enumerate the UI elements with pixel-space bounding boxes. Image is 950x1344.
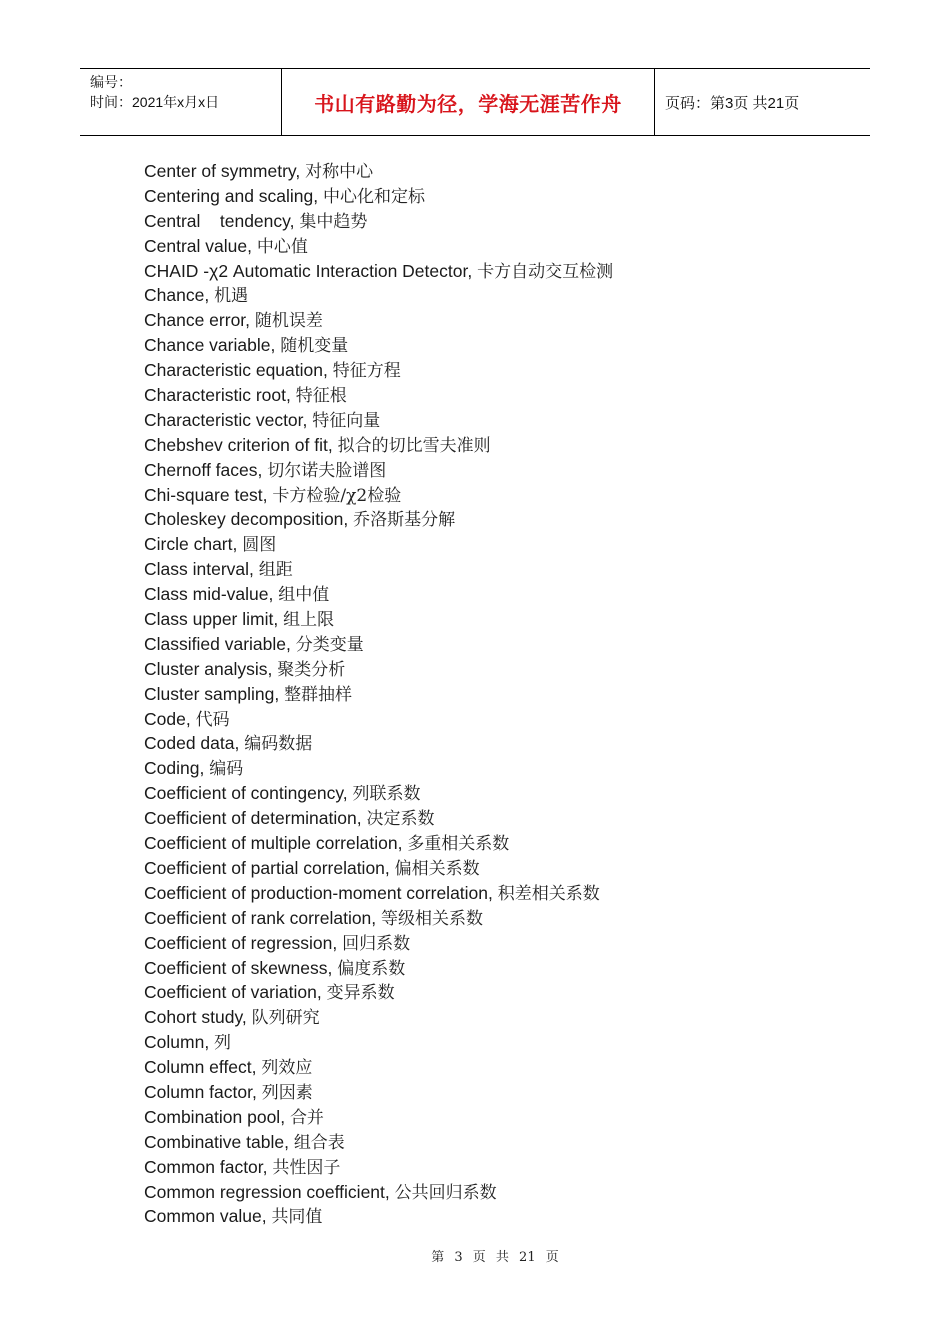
entry-english-term: Coefficient of partial correlation xyxy=(144,857,385,878)
glossary-entry xyxy=(144,458,613,483)
glossary-entry xyxy=(144,408,613,433)
glossary-entry xyxy=(144,1080,613,1105)
entry-separator: , xyxy=(262,1156,273,1177)
glossary-entry xyxy=(144,906,613,931)
entry-separator: , xyxy=(251,1081,262,1102)
glossary-entry xyxy=(144,856,613,881)
entry-english-term: Class interval xyxy=(144,559,250,580)
glossary-entry xyxy=(144,831,613,856)
entry-english-term: Coefficient of rank correlation xyxy=(144,907,372,928)
glossary-entry xyxy=(144,234,613,259)
entry-chinese-term: 编码数据 xyxy=(244,734,313,755)
entry-chinese-term: 积差相关系数 xyxy=(497,883,600,904)
entry-separator: , xyxy=(273,609,284,630)
glossary-entry xyxy=(144,283,613,308)
glossary-entry xyxy=(144,159,613,184)
glossary-entry xyxy=(144,881,613,906)
entry-separator: , xyxy=(204,285,215,306)
glossary-entry xyxy=(144,582,613,607)
entry-separator: , xyxy=(249,559,259,580)
glossary-entry xyxy=(144,184,613,209)
entry-separator: , xyxy=(332,932,343,953)
glossary-entry xyxy=(144,980,613,1005)
entry-chinese-term: 随机变量 xyxy=(280,336,349,357)
entry-english-term: Coefficient of regression xyxy=(144,932,333,953)
glossary-entry xyxy=(144,756,613,781)
glossary-entry xyxy=(144,731,613,756)
entry-english-term: Cluster analysis xyxy=(144,658,268,679)
entry-chinese-term: 变异系数 xyxy=(326,983,395,1004)
entry-separator: , xyxy=(274,683,285,704)
entry-separator: , xyxy=(467,260,478,281)
page-footer: 第 3 页 共 21 页 xyxy=(431,1250,559,1265)
glossary-entry xyxy=(144,607,613,632)
entry-separator: , xyxy=(262,484,273,505)
entry-english-term: Chi-square test xyxy=(144,484,263,505)
entry-separator: , xyxy=(289,210,300,231)
entry-chinese-term: 拟合的切比雪夫准则 xyxy=(337,435,491,456)
entry-english-term: Chance variable xyxy=(144,335,271,356)
glossary-entry xyxy=(144,682,613,707)
entry-chinese-term: 特征根 xyxy=(295,386,347,407)
entry-chinese-term: 队列研究 xyxy=(251,1008,320,1029)
entry-chinese-term: 乔洛斯基分解 xyxy=(353,510,456,531)
entry-chinese-term: 切尔诺夫脸谱图 xyxy=(267,460,387,481)
entry-separator: , xyxy=(245,310,255,331)
entry-separator: , xyxy=(384,1181,395,1202)
entry-separator: , xyxy=(316,982,327,1003)
entry-separator: , xyxy=(322,360,333,381)
entry-chinese-term: 合并 xyxy=(289,1107,324,1128)
entry-chinese-term: 公共回归系数 xyxy=(394,1182,497,1203)
glossary-entry xyxy=(144,557,613,582)
entry-chinese-term: 列 xyxy=(214,1033,232,1054)
entry-separator: , xyxy=(257,459,268,480)
entry-chinese-term: 圆图 xyxy=(242,535,277,556)
entry-separator: , xyxy=(268,584,279,605)
entry-chinese-term: 组距 xyxy=(258,560,293,581)
glossary-entry xyxy=(144,1204,613,1229)
entry-separator: , xyxy=(488,882,498,903)
entry-separator: , xyxy=(286,385,296,406)
header-meta-cell xyxy=(80,69,282,135)
entry-english-term: Characteristic equation xyxy=(144,360,323,381)
entry-english-term: Choleskey decomposition xyxy=(144,509,344,530)
entry-separator: , xyxy=(234,733,245,754)
entry-chinese-term: 特征向量 xyxy=(312,410,381,431)
entry-english-term: Coefficient of multiple correlation xyxy=(144,833,398,854)
entry-separator: , xyxy=(327,957,338,978)
glossary-entry xyxy=(144,657,613,682)
entry-english-term: Common regression coefficient xyxy=(144,1181,385,1202)
glossary-entry xyxy=(144,308,613,333)
glossary-entry xyxy=(144,781,613,806)
time-label: 时间：2021年x月x日 xyxy=(90,94,220,110)
entry-english-term: Centering and scaling xyxy=(144,185,314,206)
entry-separator: , xyxy=(397,833,408,854)
entry-chinese-term: 聚类分析 xyxy=(277,659,346,680)
entry-chinese-term: 集中趋势 xyxy=(299,211,368,232)
glossary-entry xyxy=(144,632,613,657)
entry-english-term: Coefficient of contingency xyxy=(144,783,343,804)
entry-english-term: CHAID -χ2 Automatic Interaction Detector xyxy=(144,260,468,281)
entry-chinese-term: 列联系数 xyxy=(352,784,421,805)
entry-separator: , xyxy=(284,1131,294,1152)
entry-separator: , xyxy=(302,409,313,430)
entry-english-term: Cluster sampling xyxy=(144,683,275,704)
entry-separator: , xyxy=(241,1007,252,1028)
header-motto-cell xyxy=(282,69,655,135)
glossary-entry xyxy=(144,1005,613,1030)
entry-separator: , xyxy=(371,907,382,928)
entry-chinese-term: 组合表 xyxy=(293,1132,345,1153)
entry-separator: , xyxy=(280,1106,290,1127)
entry-english-term: Combinative table xyxy=(144,1131,285,1152)
entry-separator: , xyxy=(270,335,281,356)
entry-english-term: Chance error xyxy=(144,310,246,331)
motto-text: 书山有路勤为径，学海无涯苦作舟 xyxy=(314,91,622,116)
entry-chinese-term: 编码 xyxy=(209,759,244,780)
header-page-cell xyxy=(655,69,870,135)
glossary-entry xyxy=(144,209,613,234)
entry-english-term: Common value xyxy=(144,1206,262,1227)
glossary-entry xyxy=(144,333,613,358)
entry-chinese-term: 随机误差 xyxy=(254,311,323,332)
glossary-list xyxy=(144,159,613,1229)
entry-chinese-term: 回归系数 xyxy=(342,933,411,954)
entry-chinese-term: 卡方检验/χ2检验 xyxy=(272,485,402,506)
entry-separator: , xyxy=(261,1206,272,1227)
entry-chinese-term: 组上限 xyxy=(283,610,335,631)
entry-english-term: Cohort study xyxy=(144,1007,242,1028)
glossary-entry xyxy=(144,532,613,557)
entry-chinese-term: 列效应 xyxy=(261,1058,313,1079)
glossary-entry xyxy=(144,1030,613,1055)
entry-separator: , xyxy=(247,235,257,256)
entry-english-term: Characteristic root xyxy=(144,385,286,406)
glossary-entry xyxy=(144,931,613,956)
entry-chinese-term: 代码 xyxy=(195,709,230,730)
entry-english-term: Chance xyxy=(144,285,205,306)
entry-chinese-term: 对称中心 xyxy=(305,162,374,182)
entry-english-term: Coefficient of variation xyxy=(144,982,317,1003)
entry-english-term: Code xyxy=(144,708,186,729)
entry-english-term: Characteristic vector xyxy=(144,409,303,430)
entry-english-term: Column effect xyxy=(144,1057,252,1078)
entry-separator: , xyxy=(232,534,243,555)
glossary-entry xyxy=(144,1155,613,1180)
entry-english-term: Common factor xyxy=(144,1156,263,1177)
entry-chinese-term: 分类变量 xyxy=(295,634,364,655)
glossary-entry xyxy=(144,956,613,981)
entry-chinese-term: 中心化和定标 xyxy=(323,186,426,207)
entry-chinese-term: 列因素 xyxy=(261,1082,313,1103)
entry-english-term: Class mid-value xyxy=(144,584,269,605)
glossary-entry xyxy=(144,433,613,458)
entry-chinese-term: 偏度系数 xyxy=(337,958,406,979)
glossary-entry xyxy=(144,383,613,408)
entry-english-term: Class upper limit xyxy=(144,609,274,630)
entry-chinese-term: 决定系数 xyxy=(366,809,435,830)
entry-separator: , xyxy=(199,758,210,779)
entry-chinese-term: 特征方程 xyxy=(332,361,401,382)
glossary-entry xyxy=(144,806,613,831)
entry-english-term: Column factor xyxy=(144,1081,252,1102)
glossary-entry xyxy=(144,507,613,532)
entry-separator: , xyxy=(342,783,353,804)
entry-chinese-term: 组中值 xyxy=(278,585,330,606)
entry-separator: , xyxy=(343,509,354,530)
header-page-info: 页码：第3页 共21页 xyxy=(665,94,800,112)
glossary-entry xyxy=(144,358,613,383)
entry-separator: , xyxy=(327,434,338,455)
glossary-entry xyxy=(144,1105,613,1130)
entry-chinese-term: 中心值 xyxy=(256,236,308,257)
glossary-entry xyxy=(144,483,613,508)
entry-english-term: Classified variable xyxy=(144,633,287,654)
entry-separator: , xyxy=(267,658,278,679)
entry-english-term: Coefficient of determination xyxy=(144,808,357,829)
number-label: 编号： xyxy=(90,74,132,90)
glossary-entry xyxy=(144,1180,613,1205)
entry-english-term: Circle chart xyxy=(144,534,233,555)
entry-english-term: Center of symmetry xyxy=(144,161,296,181)
entry-chinese-term: 机遇 xyxy=(214,286,249,307)
entry-chinese-term: 整群抽样 xyxy=(284,684,353,705)
entry-english-term: Coded data xyxy=(144,733,235,754)
entry-separator: , xyxy=(295,161,306,181)
entry-separator: , xyxy=(251,1057,262,1078)
entry-english-term: Coefficient of production-moment correlation xyxy=(144,882,489,903)
glossary-entry xyxy=(144,707,613,732)
entry-separator: , xyxy=(204,1032,215,1053)
entry-chinese-term: 多重相关系数 xyxy=(407,834,510,855)
entry-separator: , xyxy=(313,185,324,206)
entry-english-term: Central value xyxy=(144,235,248,256)
entry-chinese-term: 等级相关系数 xyxy=(381,908,484,929)
entry-english-term: Chernoff faces xyxy=(144,459,258,480)
entry-chinese-term: 共同值 xyxy=(271,1207,323,1228)
entry-chinese-term: 偏相关系数 xyxy=(394,858,480,879)
entry-english-term: Central tendency xyxy=(144,210,290,231)
glossary-entry xyxy=(144,259,613,284)
entry-separator: , xyxy=(384,857,395,878)
entry-english-term: Coefficient of skewness xyxy=(144,957,328,978)
entry-english-term: Combination pool xyxy=(144,1106,281,1127)
glossary-entry xyxy=(144,1055,613,1080)
entry-chinese-term: 共性因子 xyxy=(272,1157,341,1178)
entry-chinese-term: 卡方自动交互检测 xyxy=(477,261,614,282)
entry-separator: , xyxy=(286,633,296,654)
entry-english-term: Coding xyxy=(144,758,200,779)
entry-english-term: Chebshev criterion of fit xyxy=(144,434,328,455)
entry-english-term: Column xyxy=(144,1032,205,1053)
glossary-entry xyxy=(144,1130,613,1155)
document-header xyxy=(80,68,870,136)
entry-separator: , xyxy=(356,808,367,829)
entry-separator: , xyxy=(185,708,196,729)
